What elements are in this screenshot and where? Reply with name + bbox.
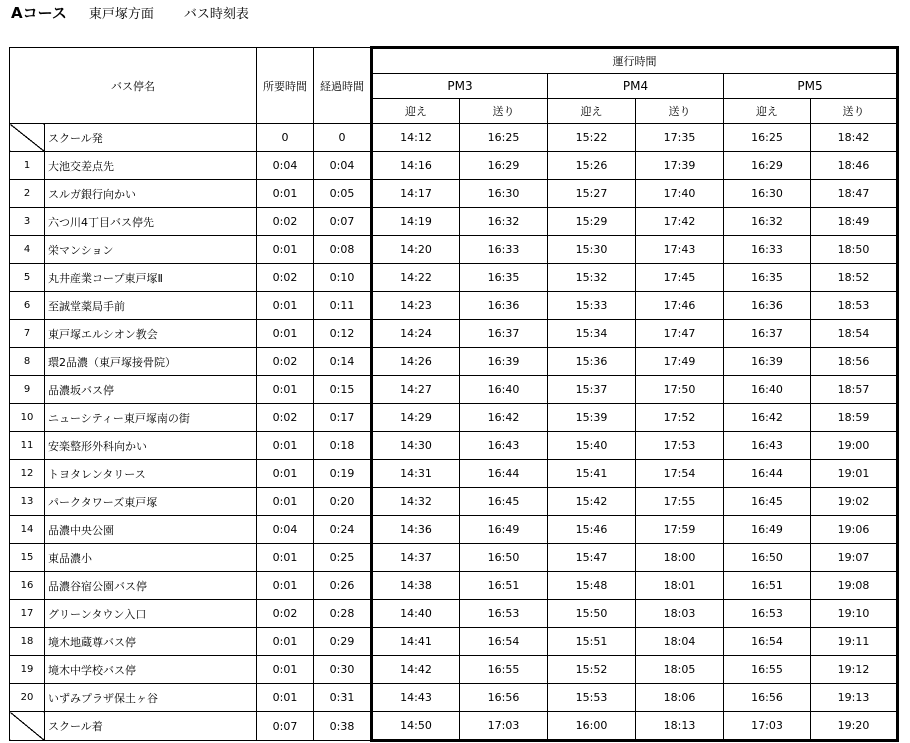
pm5-pickup-time: 16:29 xyxy=(724,152,811,180)
stop-number: 9 xyxy=(10,376,45,404)
pm4-dropoff-time: 18:00 xyxy=(636,544,724,572)
elapsed-time: 0:04 xyxy=(314,152,372,180)
table-row xyxy=(10,180,898,208)
pm5-pickup-time: 16:42 xyxy=(724,404,811,432)
pm5-pickup-time: 16:33 xyxy=(724,236,811,264)
pm3-dropoff-time: 16:49 xyxy=(460,516,548,544)
pm5-dropoff-time: 18:52 xyxy=(811,264,898,292)
pm3-dropoff-time: 16:33 xyxy=(460,236,548,264)
pickup-header: 迎え xyxy=(372,99,460,124)
pm5-pickup-time: 16:56 xyxy=(724,684,811,712)
pm3-pickup-time: 14:24 xyxy=(372,320,460,348)
pm3-pickup-time: 14:50 xyxy=(372,712,460,741)
required-time: 0:02 xyxy=(257,600,314,628)
pm4-pickup-time: 15:33 xyxy=(548,292,636,320)
pm4-pickup-time: 15:48 xyxy=(548,572,636,600)
required-time: 0:01 xyxy=(257,376,314,404)
stop-name: グリーンタウン入口 xyxy=(45,600,257,628)
timetable-body xyxy=(10,124,898,741)
pm5-pickup-time: 16:50 xyxy=(724,544,811,572)
stop-name: 東品濃小 xyxy=(45,544,257,572)
elapsed-time: 0:38 xyxy=(314,712,372,741)
pm5-pickup-time: 16:44 xyxy=(724,460,811,488)
stop-name: スルガ銀行向かい xyxy=(45,180,257,208)
pm3-pickup-time: 14:31 xyxy=(372,460,460,488)
stop-number: 17 xyxy=(10,600,45,628)
bus-timetable xyxy=(9,46,899,742)
pm3-dropoff-time: 16:50 xyxy=(460,544,548,572)
col-required-time-header: 所要時間 xyxy=(257,48,314,124)
pm3-pickup-time: 14:32 xyxy=(372,488,460,516)
required-time: 0:01 xyxy=(257,432,314,460)
elapsed-time: 0:28 xyxy=(314,600,372,628)
period-pm5-header: PM5 xyxy=(724,74,898,99)
pm5-pickup-time: 16:54 xyxy=(724,628,811,656)
table-row xyxy=(10,348,898,376)
pm4-dropoff-time: 17:35 xyxy=(636,124,724,152)
pm3-pickup-time: 14:17 xyxy=(372,180,460,208)
pm3-dropoff-time: 16:29 xyxy=(460,152,548,180)
table-row xyxy=(10,292,898,320)
pm3-pickup-time: 14:29 xyxy=(372,404,460,432)
elapsed-time: 0:18 xyxy=(314,432,372,460)
pm5-dropoff-time: 19:08 xyxy=(811,572,898,600)
table-row xyxy=(10,264,898,292)
pm5-dropoff-time: 18:46 xyxy=(811,152,898,180)
pm5-pickup-time: 16:45 xyxy=(724,488,811,516)
stop-name: いずみプラザ保土ヶ谷 xyxy=(45,684,257,712)
pm3-pickup-time: 14:16 xyxy=(372,152,460,180)
pm4-dropoff-time: 18:05 xyxy=(636,656,724,684)
required-time: 0:01 xyxy=(257,292,314,320)
pm3-pickup-time: 14:41 xyxy=(372,628,460,656)
pm5-pickup-time: 16:35 xyxy=(724,264,811,292)
pm3-dropoff-time: 16:35 xyxy=(460,264,548,292)
pm3-pickup-time: 14:38 xyxy=(372,572,460,600)
pm3-pickup-time: 14:23 xyxy=(372,292,460,320)
pm5-dropoff-time: 18:47 xyxy=(811,180,898,208)
pm5-dropoff-time: 18:42 xyxy=(811,124,898,152)
operation-time-header: 運行時間 xyxy=(372,48,898,74)
pm3-pickup-time: 14:40 xyxy=(372,600,460,628)
stop-name: 環2品濃（東戸塚接骨院） xyxy=(45,348,257,376)
stop-number: 8 xyxy=(10,348,45,376)
pm5-dropoff-time: 19:01 xyxy=(811,460,898,488)
pm4-pickup-time: 15:40 xyxy=(548,432,636,460)
required-time: 0:02 xyxy=(257,404,314,432)
elapsed-time: 0:14 xyxy=(314,348,372,376)
stop-number: 19 xyxy=(10,656,45,684)
dropoff-header: 送り xyxy=(636,99,724,124)
direction-label: 東戸塚方面 xyxy=(88,7,154,22)
stop-number: 12 xyxy=(10,460,45,488)
stop-name: 東戸塚エルシオン教会 xyxy=(45,320,257,348)
pm3-dropoff-time: 16:30 xyxy=(460,180,548,208)
pm5-pickup-time: 16:25 xyxy=(724,124,811,152)
pm4-pickup-time: 15:53 xyxy=(548,684,636,712)
pm4-pickup-time: 15:37 xyxy=(548,376,636,404)
period-pm4-header: PM4 xyxy=(548,74,724,99)
elapsed-time: 0:08 xyxy=(314,236,372,264)
pm5-dropoff-time: 18:50 xyxy=(811,236,898,264)
pm5-dropoff-time: 19:06 xyxy=(811,516,898,544)
stop-name: 品濃坂バス停 xyxy=(45,376,257,404)
pm4-pickup-time: 15:32 xyxy=(548,264,636,292)
required-time: 0:01 xyxy=(257,320,314,348)
required-time: 0:01 xyxy=(257,460,314,488)
stop-name: ニューシティー東戸塚南の街 xyxy=(45,404,257,432)
pm4-dropoff-time: 17:46 xyxy=(636,292,724,320)
pm4-pickup-time: 15:47 xyxy=(548,544,636,572)
pm5-dropoff-time: 18:53 xyxy=(811,292,898,320)
table-row xyxy=(10,124,898,152)
stop-number: 6 xyxy=(10,292,45,320)
table-row xyxy=(10,208,898,236)
pm5-pickup-time: 16:30 xyxy=(724,180,811,208)
pm4-pickup-time: 15:42 xyxy=(548,488,636,516)
elapsed-time: 0:12 xyxy=(314,320,372,348)
pm3-dropoff-time: 16:37 xyxy=(460,320,548,348)
pm5-dropoff-time: 19:07 xyxy=(811,544,898,572)
table-row xyxy=(10,712,898,741)
pm3-dropoff-time: 16:53 xyxy=(460,600,548,628)
table-row xyxy=(10,460,898,488)
pm5-pickup-time: 16:55 xyxy=(724,656,811,684)
stop-number: 2 xyxy=(10,180,45,208)
stop-number: 14 xyxy=(10,516,45,544)
elapsed-time: 0:10 xyxy=(314,264,372,292)
required-time: 0:04 xyxy=(257,152,314,180)
pm4-pickup-time: 15:34 xyxy=(548,320,636,348)
required-time: 0:01 xyxy=(257,180,314,208)
pm5-dropoff-time: 18:56 xyxy=(811,348,898,376)
pm3-pickup-time: 14:26 xyxy=(372,348,460,376)
elapsed-time: 0:17 xyxy=(314,404,372,432)
period-pm3-header: PM3 xyxy=(372,74,548,99)
stop-number: 4 xyxy=(10,236,45,264)
pm3-dropoff-time: 16:42 xyxy=(460,404,548,432)
pm4-pickup-time: 15:39 xyxy=(548,404,636,432)
stop-number: 5 xyxy=(10,264,45,292)
pm3-pickup-time: 14:20 xyxy=(372,236,460,264)
stop-name: 六つ川4丁目バス停先 xyxy=(45,208,257,236)
pm3-dropoff-time: 16:39 xyxy=(460,348,548,376)
elapsed-time: 0:25 xyxy=(314,544,372,572)
pm5-dropoff-time: 19:02 xyxy=(811,488,898,516)
pm3-dropoff-time: 16:56 xyxy=(460,684,548,712)
table-row xyxy=(10,516,898,544)
pm4-pickup-time: 16:00 xyxy=(548,712,636,741)
pm4-dropoff-time: 17:52 xyxy=(636,404,724,432)
pm5-pickup-time: 16:49 xyxy=(724,516,811,544)
pm4-dropoff-time: 17:45 xyxy=(636,264,724,292)
table-row xyxy=(10,544,898,572)
table-row xyxy=(10,236,898,264)
pm5-pickup-time: 16:39 xyxy=(724,348,811,376)
stop-number: 7 xyxy=(10,320,45,348)
page-title: バス時刻表 xyxy=(183,7,249,22)
table-row xyxy=(10,432,898,460)
pm5-dropoff-time: 19:11 xyxy=(811,628,898,656)
stop-name: 至誠堂薬局手前 xyxy=(45,292,257,320)
pm5-dropoff-time: 19:13 xyxy=(811,684,898,712)
pm5-pickup-time: 16:40 xyxy=(724,376,811,404)
stop-number: 3 xyxy=(10,208,45,236)
elapsed-time: 0:24 xyxy=(314,516,372,544)
pm4-dropoff-time: 17:43 xyxy=(636,236,724,264)
course-name: Aコース xyxy=(11,4,67,22)
pm5-dropoff-time: 18:54 xyxy=(811,320,898,348)
stop-number: 15 xyxy=(10,544,45,572)
required-time: 0:01 xyxy=(257,488,314,516)
pm3-dropoff-time: 16:32 xyxy=(460,208,548,236)
table-row xyxy=(10,404,898,432)
pm5-pickup-time: 16:37 xyxy=(724,320,811,348)
pm4-dropoff-time: 18:13 xyxy=(636,712,724,741)
required-time: 0:01 xyxy=(257,572,314,600)
dropoff-header: 送り xyxy=(460,99,548,124)
table-row xyxy=(10,628,898,656)
pickup-header: 迎え xyxy=(548,99,636,124)
pm4-dropoff-time: 17:39 xyxy=(636,152,724,180)
required-time: 0:01 xyxy=(257,236,314,264)
pm4-dropoff-time: 17:47 xyxy=(636,320,724,348)
table-row xyxy=(10,488,898,516)
stop-name: 大池交差点先 xyxy=(45,152,257,180)
pm3-dropoff-time: 16:51 xyxy=(460,572,548,600)
page-header xyxy=(11,2,249,22)
pm5-dropoff-time: 18:57 xyxy=(811,376,898,404)
pm5-pickup-time: 16:53 xyxy=(724,600,811,628)
pm5-pickup-time: 16:43 xyxy=(724,432,811,460)
pm3-pickup-time: 14:27 xyxy=(372,376,460,404)
stop-name: 安楽整形外科向かい xyxy=(45,432,257,460)
diagonal-cell xyxy=(10,712,45,741)
table-row xyxy=(10,376,898,404)
pm4-dropoff-time: 17:53 xyxy=(636,432,724,460)
elapsed-time: 0:31 xyxy=(314,684,372,712)
table-row xyxy=(10,600,898,628)
dropoff-header: 送り xyxy=(811,99,898,124)
pm3-dropoff-time: 16:54 xyxy=(460,628,548,656)
elapsed-time: 0:20 xyxy=(314,488,372,516)
pm3-dropoff-time: 16:40 xyxy=(460,376,548,404)
pm5-pickup-time: 16:32 xyxy=(724,208,811,236)
table-row xyxy=(10,656,898,684)
pm4-pickup-time: 15:29 xyxy=(548,208,636,236)
col-elapsed-time-header: 経過時間 xyxy=(314,48,372,124)
pm3-dropoff-time: 16:55 xyxy=(460,656,548,684)
stop-name: スクール発 xyxy=(45,124,257,152)
pm5-pickup-time: 16:36 xyxy=(724,292,811,320)
pm3-dropoff-time: 16:43 xyxy=(460,432,548,460)
pickup-header: 迎え xyxy=(724,99,811,124)
pm4-dropoff-time: 17:50 xyxy=(636,376,724,404)
pm4-pickup-time: 15:27 xyxy=(548,180,636,208)
diagonal-cell xyxy=(10,124,45,152)
pm3-pickup-time: 14:42 xyxy=(372,656,460,684)
table-row xyxy=(10,572,898,600)
pm4-pickup-time: 15:22 xyxy=(548,124,636,152)
pm4-pickup-time: 15:41 xyxy=(548,460,636,488)
required-time: 0:02 xyxy=(257,348,314,376)
required-time: 0:04 xyxy=(257,516,314,544)
pm4-dropoff-time: 17:55 xyxy=(636,488,724,516)
pm3-dropoff-time: 16:36 xyxy=(460,292,548,320)
elapsed-time: 0:26 xyxy=(314,572,372,600)
pm3-pickup-time: 14:12 xyxy=(372,124,460,152)
pm4-pickup-time: 15:50 xyxy=(548,600,636,628)
pm3-dropoff-time: 16:45 xyxy=(460,488,548,516)
col-stop-name-header: バス停名 xyxy=(10,48,257,124)
pm5-pickup-time: 17:03 xyxy=(724,712,811,741)
required-time: 0:01 xyxy=(257,544,314,572)
pm3-pickup-time: 14:22 xyxy=(372,264,460,292)
required-time: 0:02 xyxy=(257,208,314,236)
pm3-pickup-time: 14:43 xyxy=(372,684,460,712)
pm4-pickup-time: 15:36 xyxy=(548,348,636,376)
required-time: 0:01 xyxy=(257,684,314,712)
pm5-dropoff-time: 18:59 xyxy=(811,404,898,432)
pm5-dropoff-time: 19:12 xyxy=(811,656,898,684)
table-row xyxy=(10,152,898,180)
elapsed-time: 0 xyxy=(314,124,372,152)
pm3-dropoff-time: 16:25 xyxy=(460,124,548,152)
stop-name: 品濃谷宿公園バス停 xyxy=(45,572,257,600)
stop-number: 13 xyxy=(10,488,45,516)
elapsed-time: 0:05 xyxy=(314,180,372,208)
elapsed-time: 0:29 xyxy=(314,628,372,656)
pm4-pickup-time: 15:46 xyxy=(548,516,636,544)
pm3-pickup-time: 14:36 xyxy=(372,516,460,544)
stop-number: 1 xyxy=(10,152,45,180)
pm4-dropoff-time: 17:49 xyxy=(636,348,724,376)
pm5-dropoff-time: 19:10 xyxy=(811,600,898,628)
required-time: 0:01 xyxy=(257,628,314,656)
elapsed-time: 0:30 xyxy=(314,656,372,684)
elapsed-time: 0:11 xyxy=(314,292,372,320)
stop-name: トヨタレンタリース xyxy=(45,460,257,488)
stop-name: パークタワーズ東戸塚 xyxy=(45,488,257,516)
elapsed-time: 0:19 xyxy=(314,460,372,488)
pm3-dropoff-time: 16:44 xyxy=(460,460,548,488)
required-time: 0:07 xyxy=(257,712,314,741)
stop-number: 16 xyxy=(10,572,45,600)
pm3-dropoff-time: 17:03 xyxy=(460,712,548,741)
pm3-pickup-time: 14:30 xyxy=(372,432,460,460)
required-time: 0:01 xyxy=(257,656,314,684)
stop-name: スクール着 xyxy=(45,712,257,741)
stop-number: 18 xyxy=(10,628,45,656)
stop-name: 境木中学校バス停 xyxy=(45,656,257,684)
required-time: 0:02 xyxy=(257,264,314,292)
table-row xyxy=(10,684,898,712)
table-row xyxy=(10,320,898,348)
pm4-pickup-time: 15:26 xyxy=(548,152,636,180)
pm4-pickup-time: 15:51 xyxy=(548,628,636,656)
stop-name: 丸井産業コープ東戸塚Ⅱ xyxy=(45,264,257,292)
pm4-dropoff-time: 17:54 xyxy=(636,460,724,488)
elapsed-time: 0:15 xyxy=(314,376,372,404)
required-time: 0 xyxy=(257,124,314,152)
pm5-dropoff-time: 19:00 xyxy=(811,432,898,460)
stop-number: 10 xyxy=(10,404,45,432)
pm3-pickup-time: 14:19 xyxy=(372,208,460,236)
pm4-dropoff-time: 17:42 xyxy=(636,208,724,236)
pm4-pickup-time: 15:52 xyxy=(548,656,636,684)
pm4-dropoff-time: 17:40 xyxy=(636,180,724,208)
pm4-dropoff-time: 17:59 xyxy=(636,516,724,544)
stop-name: 栄マンション xyxy=(45,236,257,264)
pm4-pickup-time: 15:30 xyxy=(548,236,636,264)
pm5-dropoff-time: 18:49 xyxy=(811,208,898,236)
pm5-pickup-time: 16:51 xyxy=(724,572,811,600)
pm4-dropoff-time: 18:04 xyxy=(636,628,724,656)
stop-number: 11 xyxy=(10,432,45,460)
stop-name: 境木地蔵尊バス停 xyxy=(45,628,257,656)
elapsed-time: 0:07 xyxy=(314,208,372,236)
pm4-dropoff-time: 18:03 xyxy=(636,600,724,628)
stop-number: 20 xyxy=(10,684,45,712)
pm3-pickup-time: 14:37 xyxy=(372,544,460,572)
pm4-dropoff-time: 18:01 xyxy=(636,572,724,600)
pm4-dropoff-time: 18:06 xyxy=(636,684,724,712)
pm5-dropoff-time: 19:20 xyxy=(811,712,898,741)
stop-name: 品濃中央公園 xyxy=(45,516,257,544)
